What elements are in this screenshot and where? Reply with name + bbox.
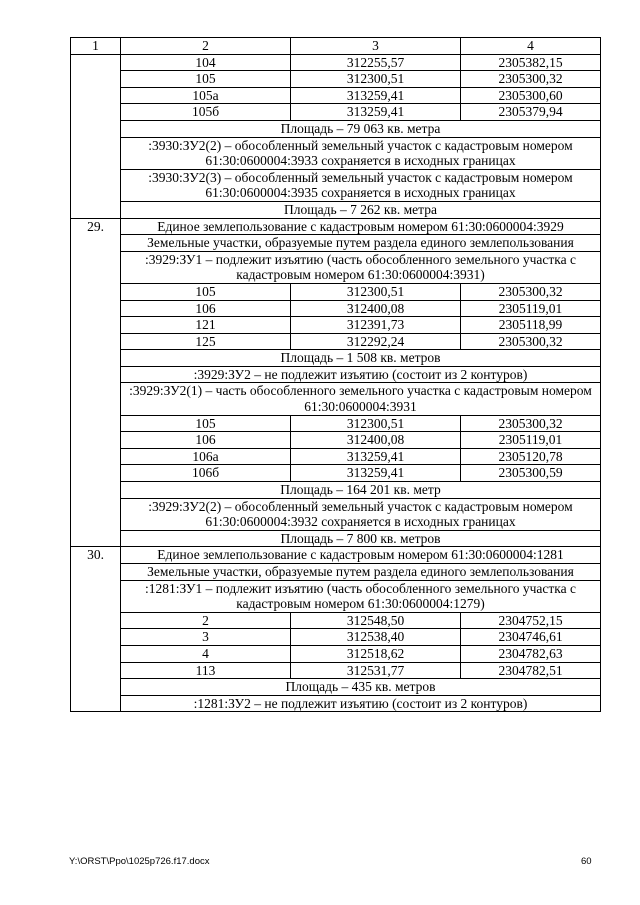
- text-cell: Площадь – 164 201 кв. метр: [121, 482, 601, 499]
- row-number-cell: [71, 54, 121, 218]
- y-coordinate-cell: 2304746,61: [461, 629, 601, 646]
- table-row: [71, 137, 601, 169]
- table-row: [71, 612, 601, 629]
- text-cell: :3930:ЗУ2(3) – обособленный земельный участок с кадастровым номером 61:30:0600004:3935 сохраняется в исходных границах: [121, 169, 601, 201]
- table-row: [71, 662, 601, 679]
- point-cell: 2: [121, 612, 291, 629]
- section-title-cell: Единое землепользование с кадастровым номером 61:30:0600004:3929: [121, 218, 601, 235]
- y-coordinate-cell: 2305300,32: [461, 333, 601, 350]
- point-cell: 105б: [121, 104, 291, 121]
- text-cell: Площадь – 79 063 кв. метра: [121, 120, 601, 137]
- y-coordinate-cell: 2305120,78: [461, 448, 601, 465]
- y-coordinate-cell: 2305118,99: [461, 317, 601, 334]
- y-coordinate-cell: 2305300,32: [461, 415, 601, 432]
- footer-file-path: Y:\ORST\Ppo\1025p726.f17.docx: [69, 856, 210, 867]
- x-coordinate-cell: 312400,08: [291, 300, 461, 317]
- y-coordinate-cell: 2305379,94: [461, 104, 601, 121]
- y-coordinate-cell: 2305119,01: [461, 432, 601, 449]
- text-cell: :3929:ЗУ1 – подлежит изъятию (часть обособленного земельного участка с кадастровым номером 61:30:0600004:3931): [121, 251, 601, 283]
- table-row: [71, 317, 601, 334]
- text-cell: :1281:ЗУ2 – не подлежит изъятию (состоит из 2 контуров): [121, 695, 601, 712]
- x-coordinate-cell: 312300,51: [291, 283, 461, 300]
- text-cell: :1281:ЗУ1 – подлежит изъятию (часть обособленного земельного участка с кадастровым номером 61:30:0600004:1279): [121, 580, 601, 612]
- table-row: [71, 629, 601, 646]
- text-cell: Площадь – 435 кв. метров: [121, 679, 601, 696]
- x-coordinate-cell: 312300,51: [291, 415, 461, 432]
- table-row: [71, 498, 601, 530]
- table-row: [71, 235, 601, 252]
- header-cell: 3: [291, 38, 461, 55]
- footer-page-number: 60: [581, 856, 592, 867]
- table-row: [71, 547, 601, 564]
- text-cell: Площадь – 7 800 кв. метров: [121, 530, 601, 547]
- y-coordinate-cell: 2305300,60: [461, 87, 601, 104]
- x-coordinate-cell: 312548,50: [291, 612, 461, 629]
- table-row: [71, 448, 601, 465]
- x-coordinate-cell: 312518,62: [291, 645, 461, 662]
- x-coordinate-cell: 313259,41: [291, 104, 461, 121]
- x-coordinate-cell: 313259,41: [291, 87, 461, 104]
- y-coordinate-cell: 2305119,01: [461, 300, 601, 317]
- text-cell: :3929:ЗУ2 – не подлежит изъятию (состоит из 2 контуров): [121, 366, 601, 383]
- table-row: [71, 54, 601, 71]
- x-coordinate-cell: 312300,51: [291, 71, 461, 88]
- y-coordinate-cell: 2304782,51: [461, 662, 601, 679]
- y-coordinate-cell: 2305300,59: [461, 465, 601, 482]
- table-row: [71, 695, 601, 712]
- text-cell: :3930:ЗУ2(2) – обособленный земельный участок с кадастровым номером 61:30:0600004:3933 сохраняется в исходных границах: [121, 137, 601, 169]
- point-cell: 106б: [121, 465, 291, 482]
- table-row: [71, 283, 601, 300]
- table-row: [71, 679, 601, 696]
- point-cell: 104: [121, 54, 291, 71]
- x-coordinate-cell: 312400,08: [291, 432, 461, 449]
- x-coordinate-cell: 313259,41: [291, 465, 461, 482]
- table-row: [71, 350, 601, 367]
- header-cell: 2: [121, 38, 291, 55]
- point-cell: 106: [121, 300, 291, 317]
- table-row: [71, 87, 601, 104]
- table-row: [71, 104, 601, 121]
- x-coordinate-cell: 312255,57: [291, 54, 461, 71]
- point-cell: 125: [121, 333, 291, 350]
- table-row: [71, 482, 601, 499]
- point-cell: 4: [121, 645, 291, 662]
- x-coordinate-cell: 312538,40: [291, 629, 461, 646]
- point-cell: 121: [121, 317, 291, 334]
- table-row: [71, 71, 601, 88]
- y-coordinate-cell: 2305382,15: [461, 54, 601, 71]
- table-row: [71, 169, 601, 201]
- text-cell: Площадь – 1 508 кв. метров: [121, 350, 601, 367]
- header-row: [71, 38, 601, 55]
- x-coordinate-cell: 313259,41: [291, 448, 461, 465]
- table-row: [71, 580, 601, 612]
- table-row: [71, 251, 601, 283]
- row-number-cell: 29.: [71, 218, 121, 547]
- table-row: [71, 218, 601, 235]
- point-cell: 105: [121, 415, 291, 432]
- text-cell: Площадь – 7 262 кв. метра: [121, 201, 601, 218]
- text-cell: Земельные участки, образуемые путем раздела единого землепользования: [121, 564, 601, 581]
- table-row: [71, 645, 601, 662]
- x-coordinate-cell: 312531,77: [291, 662, 461, 679]
- y-coordinate-cell: 2304782,63: [461, 645, 601, 662]
- table-row: [71, 201, 601, 218]
- header-cell: 1: [71, 38, 121, 55]
- table-row: [71, 366, 601, 383]
- point-cell: 106а: [121, 448, 291, 465]
- point-cell: 3: [121, 629, 291, 646]
- y-coordinate-cell: 2305300,32: [461, 283, 601, 300]
- row-number-cell: 30.: [71, 547, 121, 712]
- table-row: [71, 300, 601, 317]
- x-coordinate-cell: 312391,73: [291, 317, 461, 334]
- point-cell: 113: [121, 662, 291, 679]
- y-coordinate-cell: 2304752,15: [461, 612, 601, 629]
- table-row: [71, 333, 601, 350]
- land-plots-table: [70, 37, 601, 712]
- table-row: [71, 465, 601, 482]
- table-row: [71, 383, 601, 415]
- header-cell: 4: [461, 38, 601, 55]
- y-coordinate-cell: 2305300,32: [461, 71, 601, 88]
- table-row: [71, 120, 601, 137]
- point-cell: 106: [121, 432, 291, 449]
- text-cell: :3929:ЗУ2(2) – обособленный земельный участок с кадастровым номером 61:30:0600004:3932 сохраняется в исходных границах: [121, 498, 601, 530]
- table-row: [71, 415, 601, 432]
- section-title-cell: Единое землепользование с кадастровым номером 61:30:0600004:1281: [121, 547, 601, 564]
- point-cell: 105: [121, 283, 291, 300]
- table-row: [71, 432, 601, 449]
- x-coordinate-cell: 312292,24: [291, 333, 461, 350]
- point-cell: 105а: [121, 87, 291, 104]
- table-row: [71, 530, 601, 547]
- text-cell: Земельные участки, образуемые путем раздела единого землепользования: [121, 235, 601, 252]
- text-cell: :3929:ЗУ2(1) – часть обособленного земельного участка с кадастровым номером 61:30:0600004:3931: [121, 383, 601, 415]
- point-cell: 105: [121, 71, 291, 88]
- table-row: [71, 564, 601, 581]
